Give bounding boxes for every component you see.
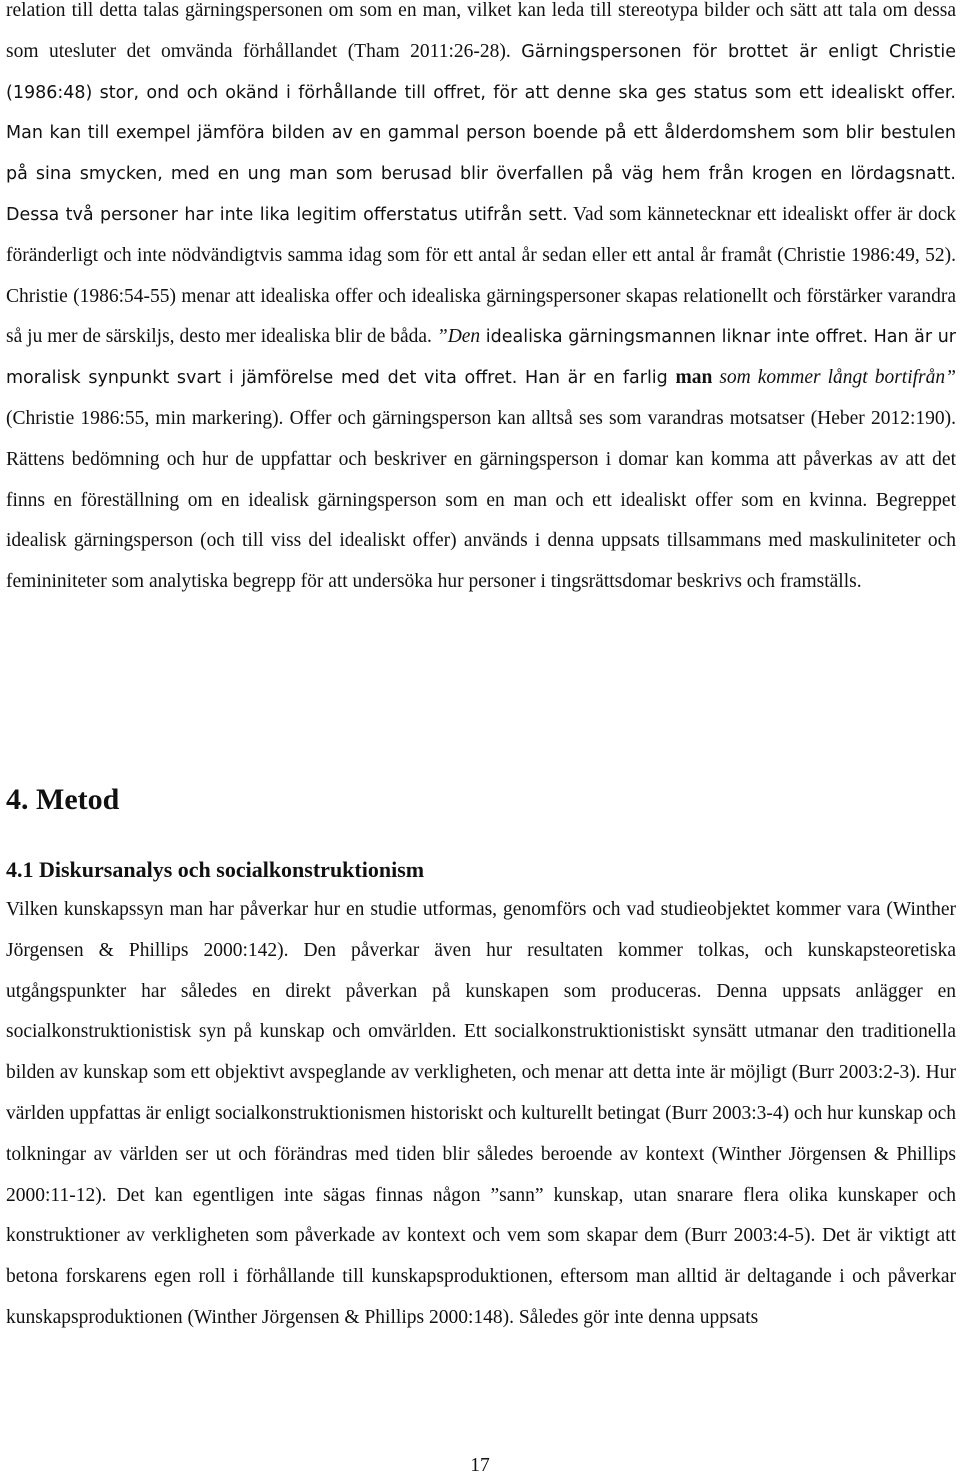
page-number: 17 [470,1455,490,1476]
text-run: (Christie 1986:55, min markering). Offer och gärningsperson kan alltså ses som varandras motsatser (Heber 2012:190). Rättens bedömning och hur de uppfattar och beskriver en gärningsperson i domar kan komma att påverkas av att det finns en föreställning om en idealisk gärningsperson som en man och ett idealiskt offer som en kvinna. Begreppet idealisk gärningsperson (och till viss del idealiskt offer) används i denna uppsats tillsammans med maskuliniteter och femininiteter som analytiska begrepp för att undersöka hur personer i tingsrättsdomar beskrivs och framställs. [6,407,956,593]
section-heading: 4. Metod [6,783,120,816]
text-run: Vad som kännetecknar ett idealiskt offer är dock föränderligt och inte nödvändigtvis samma idag som för ett antal år sedan eller ett antal år framåt (Christie 1986:49, 52). Christie (1986:54-55) menar att idealiska offer och idealiska gärningspersoner skapas relationellt och förstärker varandra så ju mer de särskiljs, desto mer idealiska blir de båda. [6,203,956,348]
body-paragraph [6,890,956,1339]
text-run: Gärningspersonen för brottet är enligt Christie (1986:48) stor, ond och okänd i förhållande till offret, för att denne ska ges status som ett idealiskt offer. [6,41,956,103]
subsection-heading: 4.1 Diskursanalys och socialkonstruktionism [6,857,425,882]
quote-text: idealiska gärningsmannen liknar inte offret. Han är ur moralisk synpunkt svart i jämförelse med det vita offret. Han är en farlig [6,327,956,389]
text-run: Man kan till exempel jämföra bilden av en gammal person boende på ett ålderdomshem som blir bestulen på sina smycken, med en ung man som berusad blir överfallen på väg hem från krogen en lördagsnatt. Dessa två personer har inte lika legitim offerstatus utifrån sett. [6,123,956,225]
emphasis-bold: man [675,367,713,389]
text-run: relation till detta talas gärningspersonen om som en man, vilket kan leda till stereotypa bilder och sätt att tala om dessa som utesluter det omvända förhållandet (Tham 2011:26-28). [6,0,956,62]
body-paragraph [6,0,956,603]
document-page [6,0,956,1478]
quote-open: ”Den [436,326,481,348]
emphasis-italic: som kommer långt bortifrån” [719,367,956,389]
text-run: Vilken kunskapssyn man har påverkar hur en studie utformas, genomförs och vad studieobjektet kommer vara (Winther Jörgensen & Phillips 2000:142). Den påverkar även hur resultaten kommer tolkas, och kunskapsteoretiska utgångspunkter har således en direkt påverkan på kunskapen som produceras. Denna uppsats anlägger en socialkonstruktionistisk syn på kunskap och omvärlden. Ett socialkonstruktionistiskt synsätt utmanar den traditionella bilden av kunskap som ett objektivt avspeglande av verkligheten, och menar att detta inte är möjligt (Burr 2003:2-3). Hur världen uppfattas är enligt socialkonstruktionismen historiskt och kulturellt betingat (Burr 2003:3-4) och hur kunskap och tolkningar av världen ser ut och förändras med tiden blir således beroende av kontext (Winther Jörgensen & Phillips 2000:11-12). Det kan egentligen inte sägas finnas någon ”sann” kunskap, utan snarare flera olika kunskaper och konstruktioner av verkligheten som påverkade av kontext och vem som skapar dem (Burr 2003:4-5). Det är viktigt att betona forskarens egen roll i förhållande till kunskapsproduktionen, eftersom man alltid är deltagande i och påverkar kunskapsproduktionen (Winther Jörgensen & Phillips 2000:148). Således gör inte denna uppsats [6,899,956,1328]
